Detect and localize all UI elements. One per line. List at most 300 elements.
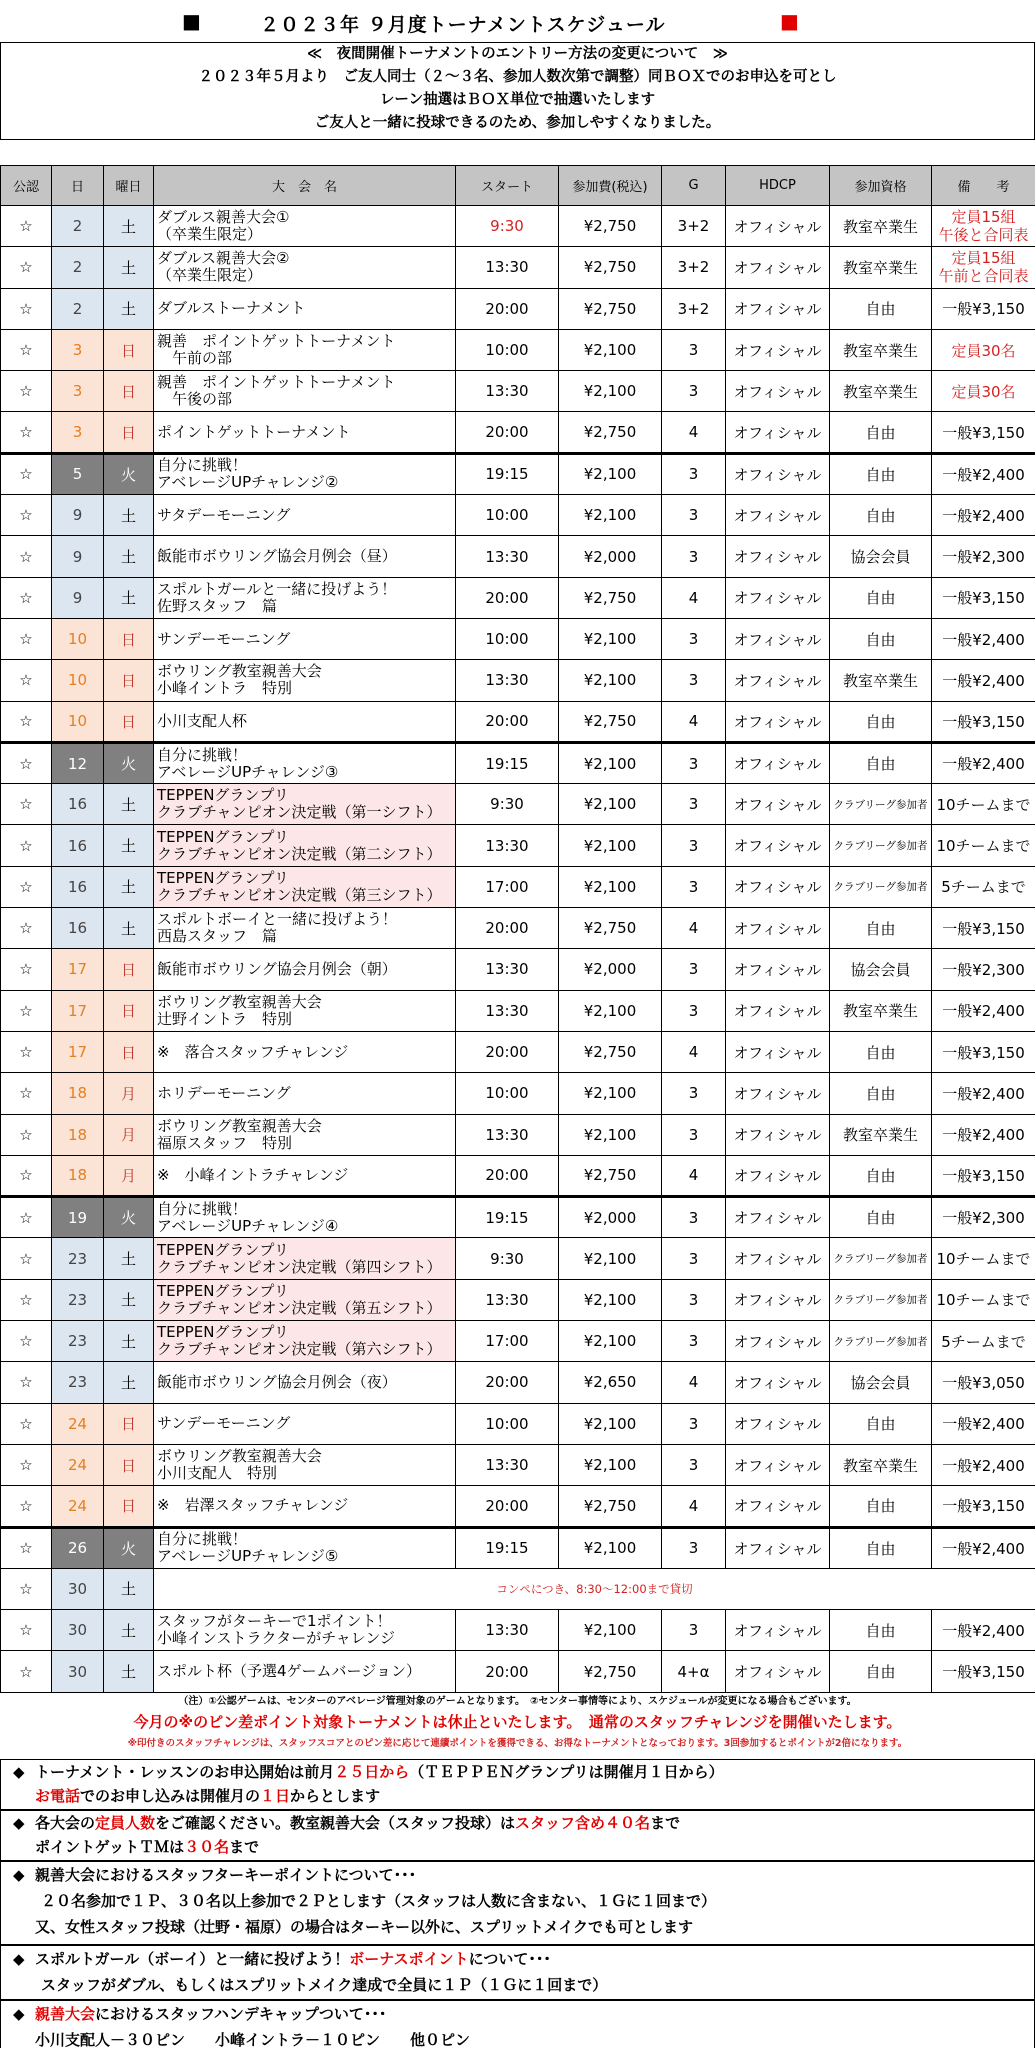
event-name-line: 午前の部 — [157, 349, 233, 368]
start-time: 20:00 — [456, 1651, 559, 1692]
weekday-cell: 日 — [104, 660, 154, 701]
day-cell: 19 — [52, 1197, 104, 1238]
hdcp-cell: オフィシャル — [726, 1114, 830, 1155]
table-row — [1, 1321, 1035, 1362]
games-count: 4+α — [662, 1651, 726, 1692]
remarks-cell — [932, 1362, 1035, 1403]
games-count: 4 — [662, 1362, 726, 1403]
hdcp-cell: オフィシャル — [726, 1444, 830, 1485]
games-count: 3 — [662, 1527, 726, 1568]
remarks-line: 10チームまで — [936, 837, 1031, 856]
event-name — [154, 1155, 456, 1196]
hdcp-cell: オフィシャル — [726, 1321, 830, 1362]
entry-fee: ¥2,750 — [559, 1486, 662, 1527]
star-icon: ☆ — [1, 1568, 52, 1609]
day-cell: 9 — [52, 536, 104, 577]
event-name-line: ボウリング教室親善大会 — [157, 992, 322, 1011]
handicap-values: 小川支配人－３０ピン 小峰イントラ－１０ピン 他０ピン — [35, 2031, 471, 2048]
games-count: 3 — [662, 1321, 726, 1362]
event-name-line: 飯能市ボウリング協会月例会（朝） — [157, 959, 397, 978]
eligibility-cell: 自由 — [830, 1651, 932, 1692]
event-name — [154, 247, 456, 288]
star-icon: ☆ — [1, 1238, 52, 1279]
games-count: 3 — [662, 1114, 726, 1155]
star-icon: ☆ — [1, 329, 52, 370]
table-row — [1, 577, 1035, 618]
weekday-cell: 月 — [104, 1114, 154, 1155]
entry-fee: ¥2,650 — [559, 1362, 662, 1403]
hdcp-cell: オフィシャル — [726, 1362, 830, 1403]
table-row — [1, 1444, 1035, 1485]
games-count: 3 — [662, 1238, 726, 1279]
weekday-cell: 月 — [104, 1073, 154, 1114]
notice-line: ２０２３年５月より ご友人同士（２～３名、参加人数次第で調整）同ＢＯＸでのお申込を可とし — [198, 69, 837, 85]
start-time: 13:30 — [456, 247, 559, 288]
games-count: 3 — [662, 1279, 726, 1320]
eligibility-cell: 自由 — [830, 908, 932, 949]
entry-fee: ¥2,100 — [559, 784, 662, 825]
eligibility-cell: 自由 — [830, 577, 932, 618]
event-name-line: アベレージUPチャレンジ⑤ — [157, 1547, 339, 1566]
day-cell: 12 — [52, 742, 104, 783]
event-name — [154, 701, 456, 742]
remarks-line: 一般¥2,300 — [942, 548, 1025, 567]
eligibility-cell: クラブリーグ参加者 — [830, 866, 932, 907]
hdcp-cell: オフィシャル — [726, 288, 830, 329]
event-name — [154, 1527, 456, 1568]
entry-fee: ¥2,100 — [559, 825, 662, 866]
diamond-icon: ◆ — [13, 1763, 25, 1781]
start-time: 13:30 — [456, 536, 559, 577]
page-title — [0, 0, 1035, 42]
event-name-line: TEPPENグランプリ — [157, 827, 289, 846]
weekday-cell: 土 — [104, 1238, 154, 1279]
event-name-line: ダブルス親善大会① — [157, 208, 290, 227]
star-icon: ☆ — [1, 660, 52, 701]
table-row — [1, 1073, 1035, 1114]
remarks-cell — [932, 784, 1035, 825]
star-icon: ☆ — [1, 577, 52, 618]
entry-fee: ¥2,100 — [559, 1238, 662, 1279]
remarks-line: 一般¥2,400 — [942, 506, 1025, 525]
star-icon: ☆ — [1, 784, 52, 825]
star-icon: ☆ — [1, 1031, 52, 1072]
event-name — [154, 1651, 456, 1692]
day-cell: 18 — [52, 1155, 104, 1196]
footnote-staff-challenge: ※印付きのスタッフチャレンジは、スタッフスコアとのピン差に応じて連續ポイントを獲得できる、お得なトーナメントとなっております。3回参加するとポイントが2倍になります。 — [127, 1738, 908, 1749]
games-count: 3 — [662, 825, 726, 866]
table-row — [1, 1610, 1035, 1651]
weekday-cell: 土 — [104, 1610, 154, 1651]
remarks-cell — [932, 1651, 1035, 1692]
remarks-line: 一般¥2,400 — [942, 1084, 1025, 1103]
hdcp-cell: オフィシャル — [726, 329, 830, 370]
remarks-cell — [932, 453, 1035, 494]
info-box-entry: ◆ トーナメント・レッスンのお申込開始は前月２５日から（ＴＥＰＰＥＮグランプリは開催月１日から） お電話でのお申し込みは開催月の１日からとします — [0, 1759, 1035, 1810]
remarks-cell — [932, 536, 1035, 577]
star-icon: ☆ — [1, 1651, 52, 1692]
remarks-line: 一般¥2,400 — [942, 671, 1025, 690]
games-count: 3 — [662, 784, 726, 825]
info-box-turkey: ◆ 親善大会におけるスタッフターキーポイントについて･･･ ２０名参加で１Ｐ、３０名以上参加で２Ｐとします（スタッフは人数に含まない、１Ｇに１回まで） 又、女性スタッフ投球（辻野・福原）の場合はターキー以外に、スプリットメイクでも可とします — [0, 1861, 1035, 1945]
notice-line: レーン抽選はＢＯＸ単位で抽選いたします — [379, 92, 656, 108]
event-name — [154, 577, 456, 618]
remarks-cell — [932, 1238, 1035, 1279]
event-name-line: （卒業生限定） — [157, 225, 263, 244]
event-name-line: 小峰インストラクターがチャレンジ — [157, 1629, 396, 1648]
table-row — [1, 1238, 1035, 1279]
event-name-line: スタッフがターキーで1ポイント！ — [157, 1612, 392, 1631]
event-name-line: TEPPENグランプリ — [157, 1240, 289, 1259]
footnote-suspension: 今月の※のピン差ポイント対象トーナメントは休止といたします。 通常のスタッフチャレンジを開催いたします。 — [133, 1713, 902, 1731]
table-row — [1, 866, 1035, 907]
start-time: 13:30 — [456, 1444, 559, 1485]
remarks-line: 一般¥2,400 — [942, 1621, 1025, 1640]
games-count: 3 — [662, 1197, 726, 1238]
event-name — [154, 536, 456, 577]
event-name — [154, 1073, 456, 1114]
games-count: 3 — [662, 866, 726, 907]
eligibility-cell: 教室卒業生 — [830, 1114, 932, 1155]
eligibility-cell: 自由 — [830, 1031, 932, 1072]
remarks-cell — [932, 1031, 1035, 1072]
hdcp-cell: オフィシャル — [726, 1651, 830, 1692]
event-name — [154, 1403, 456, 1444]
remarks-line: 10チームまで — [936, 1291, 1031, 1310]
day-cell: 16 — [52, 908, 104, 949]
event-name — [154, 1197, 456, 1238]
remarks-line: 一般¥2,400 — [942, 1002, 1025, 1021]
entry-fee: ¥2,750 — [559, 247, 662, 288]
weekday-cell: 日 — [104, 329, 154, 370]
remarks-line: 一般¥3,150 — [942, 1043, 1025, 1062]
table-row — [1, 206, 1035, 247]
hdcp-cell: オフィシャル — [726, 247, 830, 288]
hdcp-cell: オフィシャル — [726, 536, 830, 577]
remarks-line: 一般¥3,150 — [942, 919, 1025, 938]
event-name — [154, 1610, 456, 1651]
weekday-cell: 火 — [104, 742, 154, 783]
weekday-cell: 土 — [104, 495, 154, 536]
entry-fee: ¥2,100 — [559, 1610, 662, 1651]
entry-fee: ¥2,750 — [559, 908, 662, 949]
entry-fee: ¥2,100 — [559, 1444, 662, 1485]
star-icon: ☆ — [1, 1527, 52, 1568]
hdcp-cell: オフィシャル — [726, 1238, 830, 1279]
start-time: 13:30 — [456, 949, 559, 990]
entry-fee: ¥2,100 — [559, 329, 662, 370]
remarks-line: 一般¥3,050 — [942, 1373, 1025, 1392]
remarks-cell — [932, 1114, 1035, 1155]
remarks-line: 一般¥3,150 — [942, 1166, 1025, 1185]
header-cell: 参加資格 — [830, 166, 932, 206]
event-name-line: 自分に挑戦！ — [157, 745, 248, 764]
remarks-line: 一般¥2,400 — [942, 465, 1025, 484]
remarks-line: 5チームまで — [941, 1332, 1026, 1351]
entry-fee: ¥2,100 — [559, 866, 662, 907]
day-cell: 3 — [52, 371, 104, 412]
star-icon: ☆ — [1, 1403, 52, 1444]
event-name — [154, 329, 456, 370]
remarks-cell — [932, 742, 1035, 783]
start-time: 10:00 — [456, 495, 559, 536]
weekday-cell: 土 — [104, 1279, 154, 1320]
table-header — [1, 166, 1035, 206]
event-name-line: TEPPENグランプリ — [157, 1323, 289, 1342]
eligibility-cell: 教室卒業生 — [830, 990, 932, 1031]
diamond-icon: ◆ — [13, 1950, 25, 1968]
remarks-cell — [932, 206, 1035, 247]
event-name-line: 辻野イントラ 特別 — [157, 1009, 293, 1028]
remarks-cell — [932, 825, 1035, 866]
event-name — [154, 453, 456, 494]
event-name-line: 自分に挑戦！ — [157, 456, 248, 475]
hdcp-cell: オフィシャル — [726, 949, 830, 990]
weekday-cell: 土 — [104, 908, 154, 949]
day-cell: 24 — [52, 1403, 104, 1444]
table-row — [1, 784, 1035, 825]
remarks-line: 一般¥3,150 — [942, 1663, 1025, 1682]
day-cell: 3 — [52, 329, 104, 370]
entry-fee: ¥2,100 — [559, 990, 662, 1031]
eligibility-cell: 協会会員 — [830, 949, 932, 990]
remarks-cell — [932, 247, 1035, 288]
event-name-line: サタデーモーニング — [157, 505, 291, 524]
remarks-line: 定員15組 — [951, 208, 1016, 227]
hdcp-cell: オフィシャル — [726, 577, 830, 618]
event-name-line: クラブチャンピオン決定戦（第三シフト） — [157, 885, 442, 904]
eligibility-cell: 教室卒業生 — [830, 660, 932, 701]
eligibility-cell: 自由 — [830, 742, 932, 783]
day-cell: 10 — [52, 701, 104, 742]
star-icon: ☆ — [1, 247, 52, 288]
header-cell: 備 考 — [932, 166, 1035, 206]
remarks-cell — [932, 288, 1035, 329]
remarks-cell — [932, 1321, 1035, 1362]
eligibility-cell: 自由 — [830, 453, 932, 494]
start-time: 20:00 — [456, 1155, 559, 1196]
event-name — [154, 1031, 456, 1072]
day-cell: 10 — [52, 618, 104, 659]
start-time: 20:00 — [456, 1031, 559, 1072]
eligibility-cell: 自由 — [830, 1155, 932, 1196]
table-row — [1, 1155, 1035, 1196]
table-row — [1, 495, 1035, 536]
remarks-line: 一般¥3,150 — [942, 423, 1025, 442]
table-row — [1, 1651, 1035, 1692]
day-cell: 3 — [52, 412, 104, 453]
star-icon: ☆ — [1, 949, 52, 990]
day-cell: 26 — [52, 1527, 104, 1568]
remarks-line: 定員30名 — [951, 341, 1016, 360]
info-box-bonus: ◆ スポルトガール（ボーイ）と一緒に投げよう！ボーナスポイントについて･･･ スタッフがダブル、もしくはスプリットメイク達成で全員に１Ｐ（１Ｇに１回まで） — [0, 1945, 1035, 2000]
event-name-line: アベレージUPチャレンジ③ — [157, 762, 339, 781]
weekday-cell: 日 — [104, 1403, 154, 1444]
games-count: 4 — [662, 577, 726, 618]
entry-fee: ¥2,750 — [559, 1155, 662, 1196]
event-name — [154, 206, 456, 247]
event-name-line: クラブチャンピオン決定戦（第六シフト） — [157, 1340, 442, 1359]
games-count: 4 — [662, 1031, 726, 1072]
notice-line: ご友人と一緒に投球できるのため、参加しやすくなりました。 — [314, 115, 721, 131]
remarks-cell — [932, 1527, 1035, 1568]
event-name-line: ホリデーモーニング — [157, 1083, 291, 1102]
remarks-line: 一般¥3,150 — [942, 589, 1025, 608]
start-time: 19:15 — [456, 453, 559, 494]
remarks-line: 10チームまで — [936, 795, 1031, 814]
entry-fee: ¥2,750 — [559, 206, 662, 247]
header-cell: 大 会 名 — [154, 166, 456, 206]
table-row — [1, 701, 1035, 742]
star-icon: ☆ — [1, 701, 52, 742]
table-row — [1, 371, 1035, 412]
eligibility-cell: 自由 — [830, 1527, 932, 1568]
start-time: 20:00 — [456, 1486, 559, 1527]
start-time: 9:30 — [456, 206, 559, 247]
remarks-line: 一般¥2,400 — [942, 630, 1025, 649]
remarks-line: 一般¥3,150 — [942, 712, 1025, 731]
weekday-cell: 火 — [104, 453, 154, 494]
weekday-cell: 日 — [104, 618, 154, 659]
event-name-line: 小川支配人杯 — [157, 711, 248, 730]
weekday-cell: 日 — [104, 412, 154, 453]
event-name — [154, 866, 456, 907]
header-cell: HDCP — [726, 166, 830, 206]
eligibility-cell: クラブリーグ参加者 — [830, 784, 932, 825]
remarks-line: 午後と合同表 — [938, 226, 1029, 245]
event-name-line: ポイントゲットトーナメント — [157, 422, 351, 441]
event-name — [154, 1321, 456, 1362]
games-count: 3+2 — [662, 288, 726, 329]
event-name — [154, 949, 456, 990]
remarks-cell — [932, 412, 1035, 453]
header-cell: 公認 — [1, 166, 52, 206]
entry-fee: ¥2,100 — [559, 1073, 662, 1114]
event-name-line: 飯能市ボウリング協会月例会（夜） — [157, 1372, 397, 1391]
notice-line: ≪ 夜間開催トーナメントのエントリー方法の変更について ≫ — [307, 46, 728, 62]
entry-fee: ¥2,750 — [559, 288, 662, 329]
event-name-line: 自分に挑戦！ — [157, 1530, 248, 1549]
event-name-line: 自分に挑戦！ — [157, 1199, 248, 1218]
table-row — [1, 742, 1035, 783]
day-cell: 17 — [52, 1031, 104, 1072]
event-name-line: スポルトボーイと一緒に投げよう！ — [157, 910, 398, 929]
entry-fee: ¥2,100 — [559, 660, 662, 701]
event-name-line: 佐野スタッフ 篇 — [157, 596, 278, 615]
games-count: 4 — [662, 412, 726, 453]
event-name-line: TEPPENグランプリ — [157, 1281, 289, 1300]
star-icon: ☆ — [1, 412, 52, 453]
table-row — [1, 1279, 1035, 1320]
remarks-line: 一般¥2,400 — [942, 1456, 1025, 1475]
weekday-cell: 日 — [104, 371, 154, 412]
star-icon: ☆ — [1, 1486, 52, 1527]
weekday-cell: 土 — [104, 1651, 154, 1692]
table-row — [1, 1362, 1035, 1403]
event-name-line: クラブチャンピオン決定戦（第一シフト） — [157, 803, 442, 822]
games-count: 3+2 — [662, 247, 726, 288]
remarks-cell — [932, 1155, 1035, 1196]
weekday-cell: 土 — [104, 825, 154, 866]
start-time: 19:15 — [456, 1197, 559, 1238]
weekday-cell: 日 — [104, 1486, 154, 1527]
remarks-line: 5チームまで — [941, 878, 1026, 897]
games-count: 3 — [662, 453, 726, 494]
event-name-line: ダブルス親善大会② — [157, 249, 290, 268]
eligibility-cell: 教室卒業生 — [830, 329, 932, 370]
star-icon: ☆ — [1, 990, 52, 1031]
remarks-cell — [932, 866, 1035, 907]
event-name — [154, 990, 456, 1031]
event-name-line: ボウリング教室親善大会 — [157, 662, 322, 681]
remarks-cell — [932, 660, 1035, 701]
event-name — [154, 784, 456, 825]
table-row — [1, 908, 1035, 949]
event-name-line: 午後の部 — [157, 390, 233, 409]
day-cell: 16 — [52, 784, 104, 825]
star-icon: ☆ — [1, 742, 52, 783]
remarks-cell — [932, 1444, 1035, 1485]
table-row — [1, 949, 1035, 990]
star-icon: ☆ — [1, 536, 52, 577]
remarks-cell — [932, 1197, 1035, 1238]
day-cell: 23 — [52, 1321, 104, 1362]
table-row — [1, 618, 1035, 659]
event-name-line: 小川支配人 特別 — [157, 1464, 278, 1483]
day-cell: 18 — [52, 1114, 104, 1155]
star-icon: ☆ — [1, 1114, 52, 1155]
day-cell: 2 — [52, 206, 104, 247]
event-name — [154, 825, 456, 866]
games-count: 4 — [662, 701, 726, 742]
start-time: 13:30 — [456, 1114, 559, 1155]
remarks-line: 10チームまで — [936, 1250, 1031, 1269]
day-cell: 16 — [52, 825, 104, 866]
event-name — [154, 1238, 456, 1279]
table-row — [1, 1403, 1035, 1444]
star-icon: ☆ — [1, 1610, 52, 1651]
weekday-cell: 土 — [104, 1568, 154, 1609]
star-icon: ☆ — [1, 1362, 52, 1403]
star-icon: ☆ — [1, 866, 52, 907]
eligibility-cell: 教室卒業生 — [830, 1444, 932, 1485]
eligibility-cell: クラブリーグ参加者 — [830, 1279, 932, 1320]
event-name-line: クラブチャンピオン決定戦（第五シフト） — [157, 1298, 442, 1317]
weekday-cell: 土 — [104, 866, 154, 907]
hdcp-cell: オフィシャル — [726, 908, 830, 949]
start-time: 9:30 — [456, 784, 559, 825]
remarks-cell — [932, 577, 1035, 618]
event-name — [154, 1444, 456, 1485]
day-cell: 17 — [52, 949, 104, 990]
star-icon: ☆ — [1, 1073, 52, 1114]
weekday-cell: 火 — [104, 1197, 154, 1238]
star-icon: ☆ — [1, 453, 52, 494]
eligibility-cell: 自由 — [830, 1073, 932, 1114]
diamond-icon: ◆ — [13, 1814, 25, 1832]
header-cell: スタート — [456, 166, 559, 206]
remarks-cell — [932, 1610, 1035, 1651]
event-name-line: 小峰イントラ 特別 — [157, 679, 293, 698]
entry-fee: ¥2,750 — [559, 577, 662, 618]
weekday-cell: 月 — [104, 1155, 154, 1196]
table-row — [1, 1114, 1035, 1155]
day-cell: 2 — [52, 288, 104, 329]
info-box-handicap: ◆ 親善大会におけるスタッフハンデキャップついて･･･ 小川支配人－３０ピン 小峰イントラ－１０ピン 他０ピン — [0, 2000, 1035, 2048]
games-count: 4 — [662, 1155, 726, 1196]
games-count: 3 — [662, 1444, 726, 1485]
entry-fee: ¥2,750 — [559, 1651, 662, 1692]
